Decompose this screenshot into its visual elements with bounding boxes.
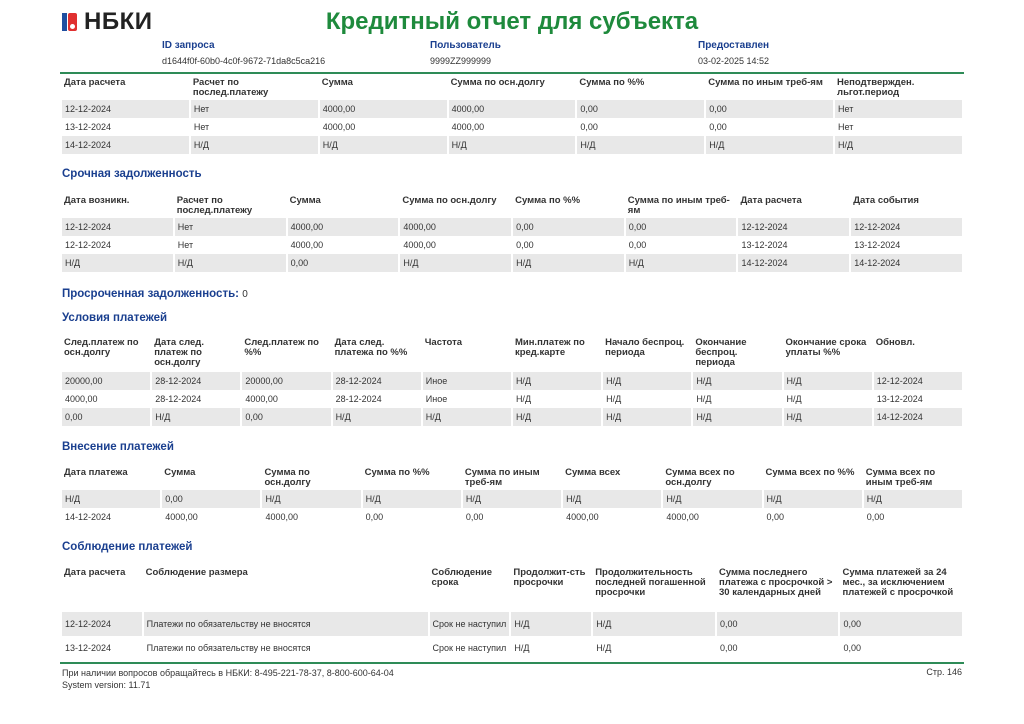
col-header: Окончание беспроц. периода [695, 337, 747, 368]
calc-table [60, 76, 964, 154]
table-row [62, 218, 962, 236]
table-cell: 0,00 [577, 118, 704, 136]
table-cell: 0,00 [840, 612, 962, 636]
col-header: Неподтвержден. льгот.период [837, 77, 915, 98]
overdue-line [62, 288, 248, 300]
table-cell: 4000,00 [449, 118, 576, 136]
col-header: Сумма [321, 77, 353, 88]
table-cell: Н/Д [463, 490, 561, 508]
table-row [62, 136, 962, 154]
table-cell: 0,00 [62, 408, 150, 426]
table-cell: Н/Д [152, 408, 240, 426]
user-label: Пользователь [430, 40, 501, 51]
provided-label: Предоставлен [698, 40, 770, 51]
table-cell: 4000,00 [449, 100, 576, 118]
col-header: Сумма по осн.долгу [402, 195, 497, 206]
table-cell: Н/Д [563, 490, 661, 508]
table-cell: Н/Д [320, 136, 447, 154]
table-cell: Н/Д [593, 636, 715, 660]
table-cell: Иное [423, 390, 511, 408]
table-cell: Платежи по обязательству не вносятся [144, 612, 428, 636]
col-header: Сумма последнего платежа с просрочкой > 30 календарных дней [718, 567, 833, 598]
table-cell: Н/Д [764, 490, 862, 508]
user-value: 9999ZZ999999 [430, 56, 492, 66]
table-cell: Иное [423, 372, 511, 390]
footer-version: System version: 11.71 [62, 680, 151, 690]
current-debt-table [60, 194, 964, 272]
table-cell: 4000,00 [400, 218, 511, 236]
table-cell: Н/Д [175, 254, 286, 272]
table-row [62, 636, 962, 660]
col-header: Сумма [289, 195, 321, 206]
table-cell: 0,00 [577, 100, 704, 118]
table-cell: Н/Д [513, 372, 601, 390]
col-header: Сумма по %% [364, 467, 430, 478]
table-row [62, 372, 962, 390]
table-cell: Н/Д [603, 408, 691, 426]
table-cell: Срок не наступил [430, 612, 510, 636]
table-cell: 0,00 [706, 118, 833, 136]
col-header: След.платеж по осн.долгу [64, 337, 139, 358]
table-cell: Н/Д [577, 136, 704, 154]
col-header: Дата расчета [740, 195, 802, 206]
calc-table-header [62, 76, 962, 100]
table-cell: 4000,00 [288, 218, 399, 236]
table-cell: 4000,00 [288, 236, 399, 254]
page-title: Кредитный отчет для субъекта [325, 8, 699, 35]
table-cell: 12-12-2024 [62, 612, 142, 636]
payment-terms-header [62, 336, 962, 372]
page-number: Стр. 146 [926, 667, 962, 677]
table-cell: Н/Д [513, 408, 601, 426]
table-cell: 14-12-2024 [738, 254, 849, 272]
col-header: Сумма по %% [579, 77, 645, 88]
col-header: Сумма всех по %% [765, 467, 855, 478]
col-header: Дата след. платежа по %% [334, 337, 408, 358]
col-header: Расчет по послед.платежу [176, 195, 253, 216]
table-cell: 0,00 [363, 508, 461, 526]
section-title: Условия платежей [62, 312, 168, 324]
col-header: Дата возникн. [64, 195, 130, 206]
col-header: Соблюдение срока [431, 567, 493, 588]
footer [62, 667, 394, 691]
table-cell: 28-12-2024 [152, 372, 240, 390]
table-cell: Н/Д [511, 612, 591, 636]
payment-compliance-header [62, 566, 962, 612]
table-cell: 4000,00 [262, 508, 360, 526]
table-cell: Срок не наступил [430, 636, 510, 660]
table-cell: 12-12-2024 [62, 100, 189, 118]
table-cell: Н/Д [62, 490, 160, 508]
table-cell: Н/Д [693, 408, 781, 426]
table-cell: 0,00 [840, 636, 962, 660]
table-cell: Н/Д [784, 408, 872, 426]
col-header: Дата расчета [64, 77, 126, 88]
payment-terms-table [60, 336, 964, 426]
table-cell: 4000,00 [242, 390, 330, 408]
table-cell: 20000,00 [242, 372, 330, 390]
table-row [62, 408, 962, 426]
table-cell: 28-12-2024 [333, 372, 421, 390]
table-cell: 13-12-2024 [62, 636, 142, 660]
table-cell: 0,00 [463, 508, 561, 526]
table-cell: Н/Д [449, 136, 576, 154]
section-title: Внесение платежей [62, 441, 174, 453]
table-cell: 0,00 [717, 612, 838, 636]
table-cell: Нет [175, 236, 286, 254]
footer-contact: При наличии вопросов обращайтесь в НБКИ: 8-495-221-78-37, 8-800-600-64-04 [62, 668, 394, 678]
table-row [62, 508, 962, 526]
table-cell: 0,00 [717, 636, 838, 660]
col-header: След.платеж по %% [244, 337, 319, 358]
payments-header [62, 466, 962, 490]
col-header: Мин.платеж по кред.карте [514, 337, 585, 358]
table-cell: 13-12-2024 [738, 236, 849, 254]
table-cell: 4000,00 [320, 118, 447, 136]
table-cell: 14-12-2024 [851, 254, 962, 272]
col-header: Соблюдение размера [145, 567, 248, 578]
col-header: Сумма всех по осн.долгу [665, 467, 735, 488]
table-cell: Н/Д [333, 408, 421, 426]
overdue-value: 0 [242, 289, 248, 300]
table-cell: 4000,00 [320, 100, 447, 118]
table-cell: 12-12-2024 [874, 372, 962, 390]
table-cell: Н/Д [784, 372, 872, 390]
overdue-label: Просроченная задолженность: [62, 288, 239, 300]
table-cell: 0,00 [242, 408, 330, 426]
col-header: Окончание срока уплаты %% [785, 337, 867, 358]
col-header: Сумма всех [565, 467, 621, 478]
table-cell: Н/Д [513, 254, 624, 272]
provided-block [698, 40, 769, 66]
table-cell: Н/Д [626, 254, 737, 272]
table-cell: 4000,00 [663, 508, 761, 526]
footer-divider [60, 662, 964, 664]
table-cell: Нет [175, 218, 286, 236]
table-cell: 14-12-2024 [874, 408, 962, 426]
table-cell: 0,00 [864, 508, 962, 526]
table-cell: 0,00 [513, 218, 624, 236]
current-debt-header [62, 194, 962, 218]
payments-table [60, 466, 964, 526]
col-header: Дата события [853, 195, 919, 206]
col-header: Сумма [164, 467, 196, 478]
col-header: Расчет по послед.платежу [192, 77, 269, 98]
table-cell: 0,00 [706, 100, 833, 118]
table-cell: 13-12-2024 [874, 390, 962, 408]
table-cell: Нет [191, 118, 318, 136]
col-header: Сумма по иным треб-ям [464, 467, 540, 488]
col-header: Сумма по осн.долгу [264, 467, 311, 488]
table-cell: Н/Д [603, 372, 691, 390]
table-cell: 13-12-2024 [851, 236, 962, 254]
table-cell: Нет [191, 100, 318, 118]
logo-text: НБКИ [84, 8, 153, 35]
table-cell: Н/Д [864, 490, 962, 508]
table-cell: Н/Д [693, 372, 781, 390]
request-id-block [162, 40, 325, 66]
table-row [62, 490, 962, 508]
table-cell: Нет [835, 100, 962, 118]
user-block [430, 40, 501, 66]
table-cell: Н/Д [363, 490, 461, 508]
col-header: Сумма по иным треб-ям [708, 77, 823, 88]
table-cell: Н/Д [593, 612, 715, 636]
table-row [62, 254, 962, 272]
col-header: Сумма по иным треб-ям [627, 195, 730, 216]
table-cell: Н/Д [663, 490, 761, 508]
col-header: Дата платежа [64, 467, 128, 478]
table-cell: Н/Д [784, 390, 872, 408]
table-row [62, 612, 962, 636]
table-cell: Н/Д [603, 390, 691, 408]
section-title: Срочная задолженность [62, 168, 202, 180]
table-cell: 0,00 [513, 236, 624, 254]
request-id-value: d1644f0f-60b0-4c0f-9672-71da8c5ca216 [162, 56, 326, 66]
table-row [62, 118, 962, 136]
section-title: Соблюдение платежей [62, 541, 193, 553]
table-row [62, 390, 962, 408]
table-cell: 12-12-2024 [62, 218, 173, 236]
table-cell: Н/Д [835, 136, 962, 154]
table-cell: Н/Д [513, 390, 601, 408]
col-header: Сумма платежей за 24 мес., за исключением платежей с просрочкой [842, 567, 954, 598]
table-cell: Платежи по обязательству не вносятся [144, 636, 428, 660]
table-cell: 12-12-2024 [851, 218, 962, 236]
table-cell: 13-12-2024 [62, 118, 189, 136]
provided-value: 03-02-2025 14:52 [698, 56, 770, 66]
table-cell: Н/Д [191, 136, 318, 154]
table-cell: 0,00 [764, 508, 862, 526]
col-header: Частота [424, 337, 463, 348]
col-header: Сумма по %% [515, 195, 581, 206]
table-cell: Н/Д [400, 254, 511, 272]
table-cell: Н/Д [262, 490, 360, 508]
col-header: Начало беспроц. периода [605, 337, 685, 358]
table-cell: 0,00 [162, 490, 260, 508]
col-header: Сумма всех по иным треб-ям [865, 467, 936, 488]
header-divider [60, 72, 964, 74]
table-cell: 4000,00 [563, 508, 661, 526]
table-cell: 14-12-2024 [62, 508, 160, 526]
table-cell: 0,00 [288, 254, 399, 272]
table-cell: 14-12-2024 [62, 136, 189, 154]
table-cell: 12-12-2024 [738, 218, 849, 236]
table-cell: 4000,00 [162, 508, 260, 526]
col-header: Продолжительность последней погашенной просрочки [595, 567, 706, 598]
col-header: Сумма по осн.долгу [450, 77, 545, 88]
table-cell: 28-12-2024 [152, 390, 240, 408]
table-cell: Н/Д [423, 408, 511, 426]
table-cell: 12-12-2024 [62, 236, 173, 254]
table-cell: Н/Д [693, 390, 781, 408]
table-cell: 28-12-2024 [333, 390, 421, 408]
table-cell: Н/Д [706, 136, 833, 154]
table-cell: Н/Д [62, 254, 173, 272]
col-header: Дата след. платеж по осн.долгу [154, 337, 204, 368]
col-header: Дата расчета [64, 567, 126, 578]
col-header: Продолжит-сть просрочки [513, 567, 586, 588]
table-cell: 4000,00 [62, 390, 150, 408]
table-row [62, 236, 962, 254]
table-cell: 0,00 [626, 218, 737, 236]
table-row [62, 100, 962, 118]
table-cell: 0,00 [626, 236, 737, 254]
table-cell: Нет [835, 118, 962, 136]
payment-compliance-table [60, 566, 964, 660]
table-cell: Н/Д [511, 636, 591, 660]
table-cell: 4000,00 [400, 236, 511, 254]
col-header: Обновл. [875, 337, 915, 348]
table-cell: 20000,00 [62, 372, 150, 390]
request-id-label: ID запроса [162, 40, 215, 51]
